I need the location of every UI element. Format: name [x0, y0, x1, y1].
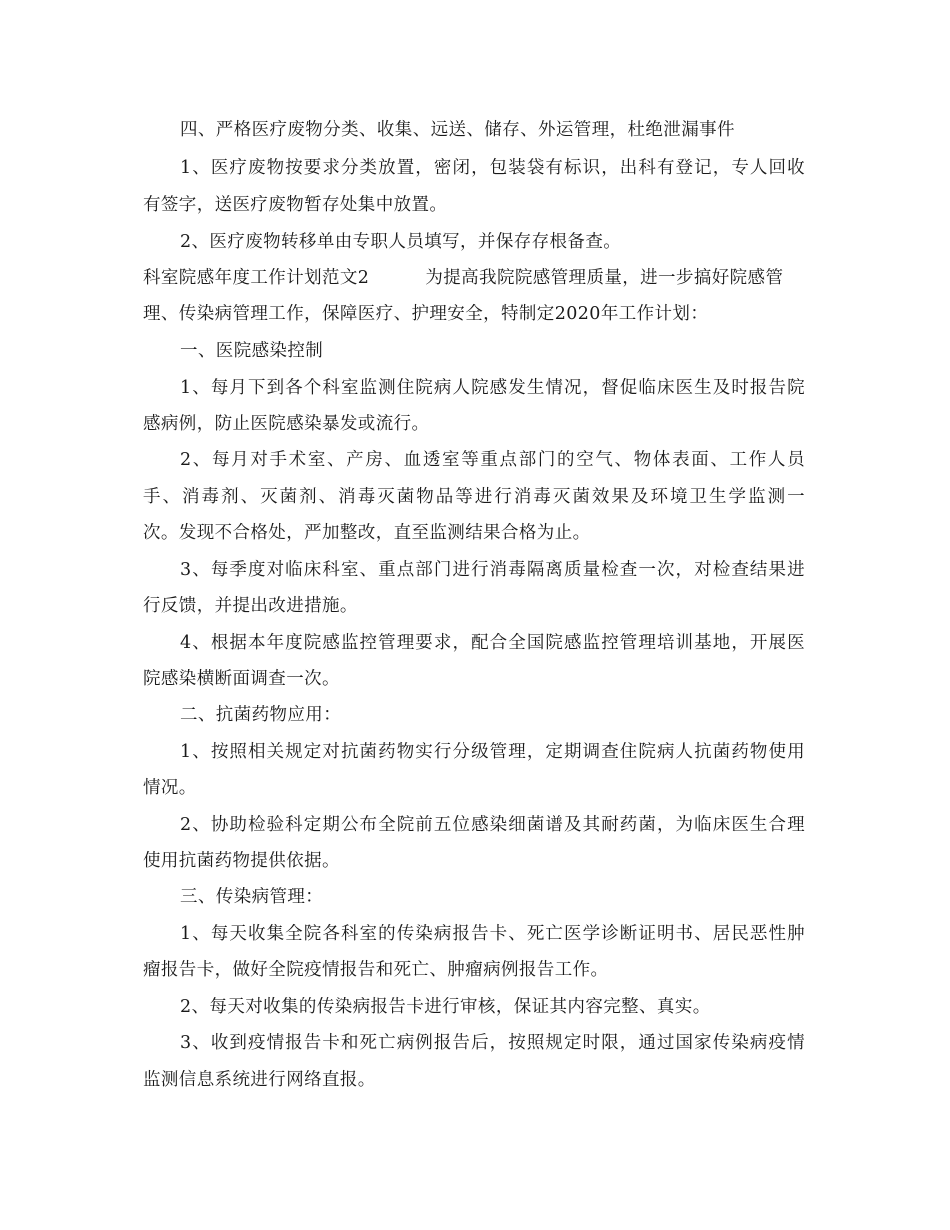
- paragraph-line: 瘤报告卡，做好全院疫情报告和死亡、肿瘤病例报告工作。: [143, 960, 609, 980]
- section-heading-4: 四、严格医疗废物分类、收集、远送、储存、外运管理，杜绝泄漏事件: [180, 120, 735, 140]
- paragraph-line: 2、协助检验科定期公布全院前五位感染细菌谱及其耐药菌，为临床医生合理: [180, 815, 805, 835]
- paragraph-line: 3、每季度对临床科室、重点部门进行消毒隔离质量检查一次，对检查结果进: [180, 560, 805, 580]
- paragraph-line: 情况。: [143, 778, 197, 798]
- document-title-line: [0, 266, 950, 290]
- paragraph-line: 1、每天收集全院各科室的传染病报告卡、死亡医学诊断证明书、居民恶性肿: [180, 924, 805, 944]
- paragraph-line: 使用抗菌药物提供依据。: [143, 851, 340, 871]
- paragraph-line: 2、医疗废物转移单由专职人员填写，并保存存根备查。: [180, 232, 622, 252]
- paragraph-line: 3、收到疫情报告卡和死亡病例报告后，按照规定时限，通过国家传染病疫情: [180, 1033, 805, 1053]
- paragraph-line: 4、根据本年度院感监控管理要求，配合全国院感监控管理培训基地，开展医: [180, 633, 805, 653]
- paragraph-line: 1、按照相关规定对抗菌药物实行分级管理，定期调查住院病人抗菌药物使用: [180, 742, 805, 762]
- paragraph-line: 感病例，防止医院感染暴发或流行。: [143, 414, 430, 434]
- section-heading-3: 三、传染病管理：: [180, 887, 324, 907]
- paragraph-line: 有签字，送医疗废物暂存处集中放置。: [143, 195, 448, 215]
- intro-text: 为提高我院院感管理质量，进一步搞好院感管: [425, 268, 784, 288]
- paragraph-line: 1、医疗废物按要求分类放置，密闭，包装袋有标识，出科有登记，专人回收: [180, 158, 805, 178]
- document-title: 科室院感年度工作计划范文2: [143, 268, 370, 288]
- section-heading-2: 二、抗菌药物应用：: [180, 705, 342, 725]
- paragraph-line: 1、每月下到各个科室监测住院病人院感发生情况，督促临床医生及时报告院: [180, 378, 805, 398]
- paragraph-line: 行反馈，并提出改进措施。: [143, 596, 358, 616]
- paragraph-line: 2、每天对收集的传染病报告卡进行审核，保证其内容完整、真实。: [180, 997, 711, 1017]
- paragraph-line: 次。发现不合格处，严加整改，直至监测结果合格为止。: [143, 523, 591, 543]
- paragraph-line: 监测信息系统进行网络直报。: [143, 1070, 376, 1090]
- paragraph-line: 手、消毒剂、灭菌剂、消毒灭菌物品等进行消毒灭菌效果及环境卫生学监测一: [143, 487, 805, 507]
- paragraph-line: 院感染横断面调查一次。: [143, 669, 340, 689]
- paragraph-line: 2、每月对手术室、产房、血透室等重点部门的空气、物体表面、工作人员: [180, 450, 805, 470]
- paragraph-line: 理、传染病管理工作，保障医疗、护理安全，特制定2020年工作计划：: [143, 304, 709, 324]
- section-heading-1: 一、医院感染控制: [180, 341, 324, 361]
